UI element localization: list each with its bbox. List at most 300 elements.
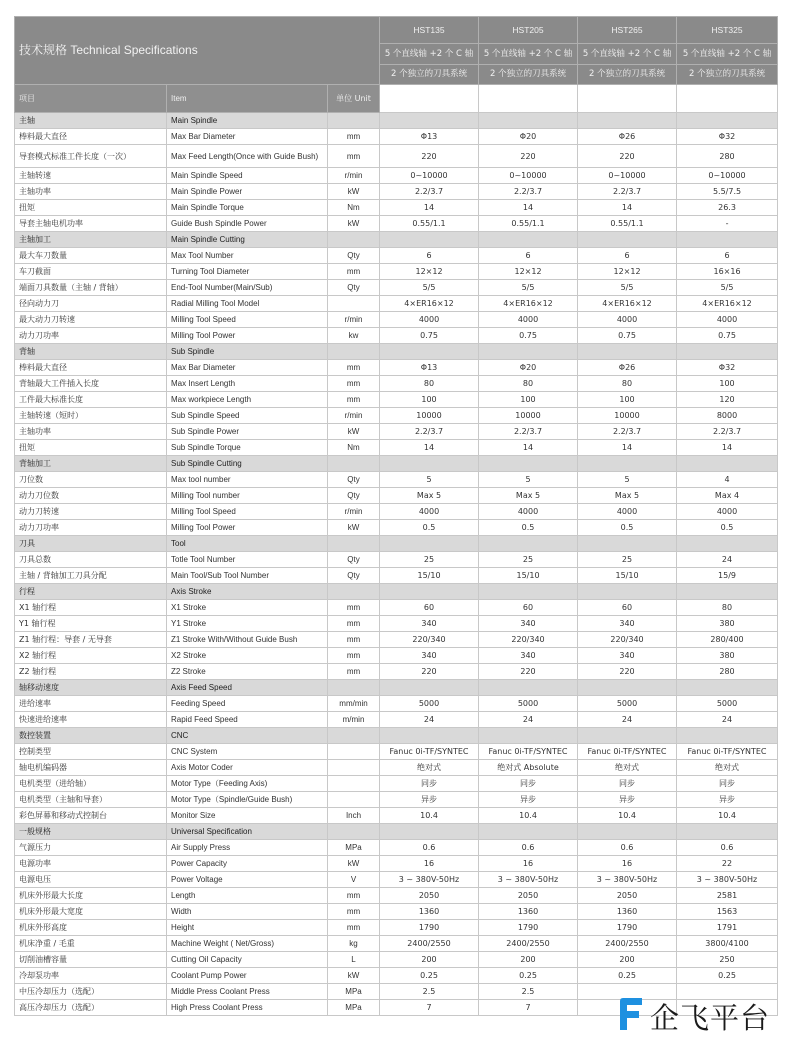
value-cell: 80 — [479, 376, 578, 392]
value-cell: 220/340 — [479, 632, 578, 648]
item-cn: 中压冷却压力（选配） — [15, 984, 167, 1000]
table-row — [15, 968, 778, 984]
empty-cell — [380, 232, 479, 248]
table-row — [15, 360, 778, 376]
item-en: Power Voltage — [167, 872, 328, 888]
item-en: Machine Weight ( Net/Gross) — [167, 936, 328, 952]
table-row — [15, 696, 778, 712]
value-cell: 280 — [677, 664, 778, 680]
item-unit: kw — [328, 328, 380, 344]
value-cell: 4×ER16×12 — [677, 296, 778, 312]
table-row — [15, 392, 778, 408]
table-row — [15, 648, 778, 664]
empty-cell — [677, 232, 778, 248]
item-cn: 刀具总数 — [15, 552, 167, 568]
empty-cell — [578, 680, 677, 696]
value-cell: 340 — [380, 616, 479, 632]
table-row — [15, 840, 778, 856]
item-cn: 刀位数 — [15, 472, 167, 488]
item-unit: mm — [328, 920, 380, 936]
item-en: Max Insert Length — [167, 376, 328, 392]
value-cell: 15/10 — [578, 568, 677, 584]
empty-cell — [578, 584, 677, 600]
value-cell: 4000 — [380, 312, 479, 328]
item-unit — [328, 744, 380, 760]
value-cell: Φ32 — [677, 129, 778, 145]
item-unit: L — [328, 952, 380, 968]
value-cell: 24 — [578, 712, 677, 728]
value-cell: 4000 — [677, 504, 778, 520]
value-cell: 0.25 — [677, 968, 778, 984]
value-cell: 380 — [677, 648, 778, 664]
empty-cell — [479, 232, 578, 248]
table-row — [15, 600, 778, 616]
item-cn: 机床净重 / 毛重 — [15, 936, 167, 952]
item-unit: mm — [328, 600, 380, 616]
value-cell: Φ13 — [380, 360, 479, 376]
value-cell: 同步 — [380, 776, 479, 792]
value-cell: 6 — [380, 248, 479, 264]
value-cell: 2.5 — [380, 984, 479, 1000]
column-header-blank — [677, 85, 778, 113]
table-row — [15, 792, 778, 808]
item-cn: 轴电机编码器 — [15, 760, 167, 776]
item-en: Radial Milling Tool Model — [167, 296, 328, 312]
item-unit: kW — [328, 184, 380, 200]
value-cell: 24 — [380, 712, 479, 728]
table-row — [15, 664, 778, 680]
value-cell: 12×12 — [380, 264, 479, 280]
item-cn: 切削油槽容量 — [15, 952, 167, 968]
value-cell: Φ20 — [479, 360, 578, 376]
item-en: Max tool number — [167, 472, 328, 488]
value-cell: 5 — [578, 472, 677, 488]
item-unit: mm — [328, 376, 380, 392]
empty-cell — [328, 344, 380, 360]
empty-cell — [380, 113, 479, 129]
item-cn: 背轴最大工件插入长度 — [15, 376, 167, 392]
value-cell: 100 — [380, 392, 479, 408]
value-cell: 24 — [479, 712, 578, 728]
value-cell: 15/10 — [380, 568, 479, 584]
value-cell: 0.55/1.1 — [578, 216, 677, 232]
value-cell: 0.25 — [479, 968, 578, 984]
value-cell: 10.4 — [479, 808, 578, 824]
item-unit: r/min — [328, 504, 380, 520]
item-cn: Y1 轴行程 — [15, 616, 167, 632]
value-cell: 1563 — [677, 904, 778, 920]
section-row — [15, 824, 778, 840]
item-cn: 进给速率 — [15, 696, 167, 712]
item-en: Main Spindle — [167, 113, 328, 129]
item-en: Power Capacity — [167, 856, 328, 872]
value-cell: 25 — [380, 552, 479, 568]
section-row — [15, 456, 778, 472]
item-en: Height — [167, 920, 328, 936]
value-cell: 2.2/3.7 — [479, 424, 578, 440]
empty-cell — [578, 824, 677, 840]
value-cell: 4 — [677, 472, 778, 488]
value-cell: 4×ER16×12 — [380, 296, 479, 312]
value-cell: 22 — [677, 856, 778, 872]
empty-cell — [328, 113, 380, 129]
value-cell: 220 — [479, 664, 578, 680]
section-row — [15, 113, 778, 129]
table-row — [15, 808, 778, 824]
value-cell: 7 — [479, 1000, 578, 1016]
item-cn: 控制类型 — [15, 744, 167, 760]
value-cell: 同步 — [677, 776, 778, 792]
value-cell: 0.25 — [578, 968, 677, 984]
value-cell: 5/5 — [578, 280, 677, 296]
item-en: Y1 Stroke — [167, 616, 328, 632]
item-unit: r/min — [328, 168, 380, 184]
item-cn: 最大动力刀转速 — [15, 312, 167, 328]
value-cell: 6 — [479, 248, 578, 264]
item-unit: m/min — [328, 712, 380, 728]
item-en: Main Spindle Speed — [167, 168, 328, 184]
item-unit: Qty — [328, 488, 380, 504]
item-en: Axis Stroke — [167, 584, 328, 600]
table-row — [15, 200, 778, 216]
table-row — [15, 472, 778, 488]
item-unit: MPa — [328, 984, 380, 1000]
item-cn: 导套主轴电机功率 — [15, 216, 167, 232]
value-cell: 10000 — [479, 408, 578, 424]
item-en: Totle Tool Number — [167, 552, 328, 568]
table-row — [15, 504, 778, 520]
item-unit: Inch — [328, 808, 380, 824]
value-cell: 1790 — [479, 920, 578, 936]
item-cn: 端面刀具数量（主轴 / 背轴） — [15, 280, 167, 296]
value-cell: 5/5 — [380, 280, 479, 296]
table-row — [15, 776, 778, 792]
empty-cell — [578, 456, 677, 472]
value-cell: 100 — [578, 392, 677, 408]
value-cell: 绝对式 Absolute — [479, 760, 578, 776]
value-cell: 2400/2550 — [380, 936, 479, 952]
empty-cell — [677, 113, 778, 129]
value-cell: 0~10000 — [578, 168, 677, 184]
model-header: HST325 — [677, 17, 778, 44]
item-cn: 工件最大标准长度 — [15, 392, 167, 408]
item-cn: 主轴功率 — [15, 424, 167, 440]
value-cell: 5000 — [479, 696, 578, 712]
item-cn: 机床外形最大宽度 — [15, 904, 167, 920]
value-cell: 24 — [677, 712, 778, 728]
watermark-text: 企飞平台 — [650, 1001, 771, 1035]
value-cell: 80 — [380, 376, 479, 392]
value-cell: 14 — [578, 440, 677, 456]
empty-cell — [380, 728, 479, 744]
item-en: Coolant Pump Power — [167, 968, 328, 984]
item-cn: 背轴 — [15, 344, 167, 360]
item-unit: V — [328, 872, 380, 888]
value-cell: 10000 — [380, 408, 479, 424]
value-cell: - — [677, 216, 778, 232]
value-cell: 2.5 — [479, 984, 578, 1000]
empty-cell — [677, 584, 778, 600]
item-unit: r/min — [328, 312, 380, 328]
value-cell: 4000 — [578, 312, 677, 328]
value-cell: Φ13 — [380, 129, 479, 145]
item-en: Milling Tool number — [167, 488, 328, 504]
value-cell: 14 — [578, 200, 677, 216]
empty-cell — [380, 824, 479, 840]
item-cn: 彩色屏幕和移动式控制台 — [15, 808, 167, 824]
empty-cell — [479, 456, 578, 472]
item-unit — [328, 792, 380, 808]
empty-cell — [380, 456, 479, 472]
tools-desc: 2 个独立的刀具系统 — [479, 65, 578, 85]
value-cell: 5/5 — [479, 280, 578, 296]
value-cell: 4000 — [479, 312, 578, 328]
value-cell: 1791 — [677, 920, 778, 936]
table-row — [15, 568, 778, 584]
table-row — [15, 632, 778, 648]
axes-desc: 5 个直线轴 +2 个 C 轴 — [479, 44, 578, 65]
value-cell: 异步 — [677, 792, 778, 808]
table-row — [15, 216, 778, 232]
item-en: Z2 Stroke — [167, 664, 328, 680]
value-cell: 100 — [677, 376, 778, 392]
value-cell: 1360 — [380, 904, 479, 920]
value-cell: 2.2/3.7 — [578, 424, 677, 440]
item-unit — [328, 296, 380, 312]
value-cell: 1360 — [479, 904, 578, 920]
item-cn: 轴移动速度 — [15, 680, 167, 696]
item-cn: 最大车刀数量 — [15, 248, 167, 264]
item-cn: 主轴转速（短时） — [15, 408, 167, 424]
table-title: 技术规格 Technical Specifications — [15, 17, 380, 85]
item-en: Universal Specification — [167, 824, 328, 840]
value-cell: 14 — [479, 440, 578, 456]
value-cell: 15/9 — [677, 568, 778, 584]
item-cn: 背轴加工 — [15, 456, 167, 472]
item-en: Max workpiece Length — [167, 392, 328, 408]
table-row — [15, 872, 778, 888]
item-en: Z1 Stroke With/Without Guide Bush — [167, 632, 328, 648]
item-en: Guide Bush Spindle Power — [167, 216, 328, 232]
value-cell: 220 — [380, 145, 479, 168]
value-cell: 0.6 — [380, 840, 479, 856]
table-row — [15, 760, 778, 776]
value-cell: 8000 — [677, 408, 778, 424]
item-unit: mm — [328, 664, 380, 680]
empty-cell — [328, 680, 380, 696]
item-en: Main Tool/Sub Tool Number — [167, 568, 328, 584]
item-cn: 一般规格 — [15, 824, 167, 840]
value-cell: 0.6 — [578, 840, 677, 856]
value-cell: 2050 — [578, 888, 677, 904]
value-cell: 1790 — [380, 920, 479, 936]
item-cn: 电源功率 — [15, 856, 167, 872]
table-row — [15, 264, 778, 280]
value-cell: 340 — [479, 648, 578, 664]
value-cell: 5 — [479, 472, 578, 488]
value-cell: 16 — [380, 856, 479, 872]
value-cell: 5000 — [677, 696, 778, 712]
item-en: Rapid Feed Speed — [167, 712, 328, 728]
item-cn: 主轴加工 — [15, 232, 167, 248]
item-cn: 主轴 / 背轴加工刀具分配 — [15, 568, 167, 584]
axes-desc: 5 个直线轴 +2 个 C 轴 — [677, 44, 778, 65]
item-en: Middle Press Coolant Press — [167, 984, 328, 1000]
value-cell: 同步 — [578, 776, 677, 792]
item-unit: mm — [328, 888, 380, 904]
empty-cell — [479, 536, 578, 552]
value-cell: 4×ER16×12 — [479, 296, 578, 312]
value-cell: 0.5 — [380, 520, 479, 536]
value-cell: 220 — [380, 664, 479, 680]
value-cell: 4000 — [578, 504, 677, 520]
table-row — [15, 712, 778, 728]
value-cell: 5000 — [380, 696, 479, 712]
table-row — [15, 424, 778, 440]
item-cn: 电源电压 — [15, 872, 167, 888]
item-en: Main Spindle Power — [167, 184, 328, 200]
item-cn: Z2 轴行程 — [15, 664, 167, 680]
item-cn: 动力刀位数 — [15, 488, 167, 504]
empty-cell — [479, 344, 578, 360]
value-cell: Max 5 — [479, 488, 578, 504]
item-cn: 主轴功率 — [15, 184, 167, 200]
table-row — [15, 376, 778, 392]
item-en: Width — [167, 904, 328, 920]
value-cell: 0~10000 — [479, 168, 578, 184]
value-cell: 80 — [578, 376, 677, 392]
item-en: Max Tool Number — [167, 248, 328, 264]
item-en: Motor Type（Feeding Axis) — [167, 776, 328, 792]
value-cell: 2.2/3.7 — [578, 184, 677, 200]
empty-cell — [677, 680, 778, 696]
value-cell: 3 ~ 380V-50Hz — [380, 872, 479, 888]
value-cell: 5.5/7.5 — [677, 184, 778, 200]
item-unit: kW — [328, 968, 380, 984]
item-cn: 扭矩 — [15, 440, 167, 456]
value-cell: 25 — [578, 552, 677, 568]
value-cell: 2400/2550 — [578, 936, 677, 952]
item-cn: 车刀截面 — [15, 264, 167, 280]
empty-cell — [380, 680, 479, 696]
value-cell: 3 ~ 380V-50Hz — [578, 872, 677, 888]
value-cell: 4000 — [479, 504, 578, 520]
value-cell: 10.4 — [677, 808, 778, 824]
value-cell: 14 — [380, 200, 479, 216]
item-unit: mm — [328, 616, 380, 632]
item-unit: kW — [328, 520, 380, 536]
value-cell: 0.6 — [479, 840, 578, 856]
item-unit: mm — [328, 392, 380, 408]
model-header: HST135 — [380, 17, 479, 44]
item-en: Motor Type（Spindle/Guide Bush) — [167, 792, 328, 808]
value-cell: 200 — [380, 952, 479, 968]
value-cell: 2050 — [479, 888, 578, 904]
item-en: Milling Tool Speed — [167, 312, 328, 328]
item-unit: mm — [328, 360, 380, 376]
table-row — [15, 856, 778, 872]
value-cell: 16 — [479, 856, 578, 872]
value-cell: 异步 — [479, 792, 578, 808]
column-header-blank — [578, 85, 677, 113]
value-cell: 14 — [479, 200, 578, 216]
item-cn: 棒料最大直径 — [15, 129, 167, 145]
value-cell: 10.4 — [380, 808, 479, 824]
value-cell: 5000 — [578, 696, 677, 712]
column-header-blank — [380, 85, 479, 113]
value-cell: 4000 — [677, 312, 778, 328]
value-cell: 220/340 — [380, 632, 479, 648]
value-cell: 2.2/3.7 — [380, 424, 479, 440]
item-en: Length — [167, 888, 328, 904]
item-en: Sub Spindle Power — [167, 424, 328, 440]
empty-cell — [677, 344, 778, 360]
table-row — [15, 184, 778, 200]
table-row — [15, 616, 778, 632]
value-cell: 100 — [479, 392, 578, 408]
tools-desc: 2 个独立的刀具系统 — [578, 65, 677, 85]
item-en: Max Bar Diameter — [167, 129, 328, 145]
model-header: HST265 — [578, 17, 677, 44]
column-header-item-cn: 项目 — [15, 85, 167, 113]
value-cell: 26.3 — [677, 200, 778, 216]
item-en: Cutting Oil Capacity — [167, 952, 328, 968]
section-row — [15, 232, 778, 248]
table-row — [15, 552, 778, 568]
value-cell: 3800/4100 — [677, 936, 778, 952]
value-cell: 16 — [578, 856, 677, 872]
value-cell: 4×ER16×12 — [578, 296, 677, 312]
table-row — [15, 248, 778, 264]
item-unit: kW — [328, 216, 380, 232]
table-row — [15, 936, 778, 952]
item-cn: 机床外形最大长度 — [15, 888, 167, 904]
value-cell: 15/10 — [479, 568, 578, 584]
value-cell: 0.75 — [677, 328, 778, 344]
value-cell: 0.75 — [578, 328, 677, 344]
item-unit: kg — [328, 936, 380, 952]
item-en: Milling Tool Speed — [167, 504, 328, 520]
empty-cell — [677, 536, 778, 552]
value-cell: Fanuc 0i-TF/SYNTEC — [677, 744, 778, 760]
value-cell: 10000 — [578, 408, 677, 424]
value-cell: 25 — [479, 552, 578, 568]
value-cell: 0.55/1.1 — [479, 216, 578, 232]
value-cell: 340 — [479, 616, 578, 632]
item-en: Main Spindle Cutting — [167, 232, 328, 248]
item-cn: 机床外形高度 — [15, 920, 167, 936]
table-row — [15, 744, 778, 760]
value-cell: 同步 — [479, 776, 578, 792]
empty-cell — [380, 344, 479, 360]
table-row — [15, 440, 778, 456]
section-row — [15, 728, 778, 744]
item-unit: Qty — [328, 248, 380, 264]
item-cn: 电机类型（进给轴） — [15, 776, 167, 792]
empty-cell — [328, 824, 380, 840]
item-cn: 快速进给速率 — [15, 712, 167, 728]
tools-desc: 2 个独立的刀具系统 — [380, 65, 479, 85]
item-cn: 气源压力 — [15, 840, 167, 856]
item-cn: 刀具 — [15, 536, 167, 552]
empty-cell — [380, 536, 479, 552]
value-cell: Max 5 — [578, 488, 677, 504]
empty-cell — [328, 232, 380, 248]
item-unit: Nm — [328, 440, 380, 456]
value-cell: 3 ~ 380V-50Hz — [677, 872, 778, 888]
value-cell: 绝对式 — [677, 760, 778, 776]
item-en: X2 Stroke — [167, 648, 328, 664]
